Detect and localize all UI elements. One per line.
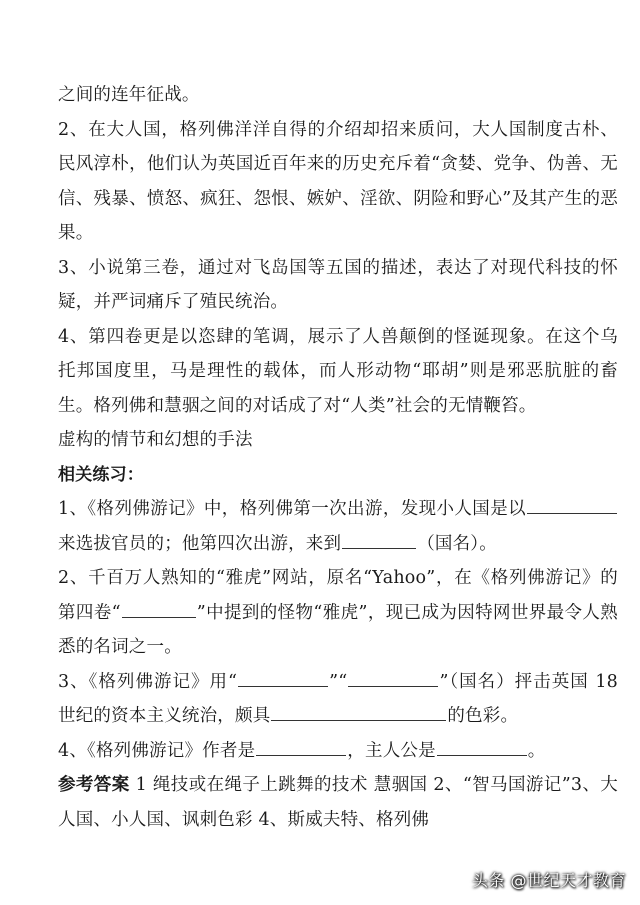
exercise-3-text-b: ”“	[329, 671, 348, 692]
paragraph-continuation: 之间的连年征战。	[58, 85, 200, 105]
exercise-1	[58, 492, 618, 561]
exercise-4	[58, 734, 618, 769]
exercise-3-text-d: 的色彩。	[447, 706, 519, 726]
answer-blank	[271, 700, 446, 721]
exercise-1-text-a: 1、《格列佛游记》中，格列佛第一次出游，发现小人国是以	[58, 499, 526, 519]
exercise-3-text-a: 3、《格列佛游记》用“	[58, 671, 238, 692]
paragraph-technique: 虚构的情节和幻想的手法	[58, 430, 253, 450]
answer-key-label: 参考答案	[58, 775, 130, 795]
answer-blank	[342, 528, 416, 549]
answer-blank	[348, 666, 438, 687]
exercise-4-text-b: ，主人公是	[347, 740, 436, 761]
section-heading: 相关练习：	[58, 464, 144, 485]
paragraph-point-3: 3、小说第三卷，通过对飞岛国等五国的描述，表达了对现代科技的怀疑，并严词痛斥了殖民统治。	[58, 257, 618, 312]
answer-blank	[527, 493, 617, 514]
exercise-3	[58, 665, 618, 734]
exercise-1-text-b: 来选拔官员的；他第四次出游，来到	[58, 533, 342, 554]
answer-blank	[238, 666, 328, 687]
answer-key	[58, 768, 618, 837]
exercise-1-text-c: （国名）。	[417, 533, 497, 554]
exercise-2	[58, 561, 618, 665]
exercise-4-text-c: 。	[527, 740, 546, 761]
paragraph-point-2: 2、在大人国，格列佛洋洋自得的介绍却招来质问，大人国制度古朴、民风淳朴，他们认为英国近百年来的历史充斥着“贪婪、党争、伪善、无信、残暴、愤怒、疯狂、怨恨、嫉妒、淫欲、阴险和野心”及其产生的恶果。	[58, 119, 618, 243]
answer-blank	[122, 597, 196, 618]
exercise-2-text-a: 2、千百万人熟知的“雅虎”网站，原名“Yahoo”，在《格列佛游记》的第四卷“	[58, 568, 618, 623]
exercise-2-text-b: ”中提到的怪物“雅虎”，现已成为因特网世界最令人熟悉的名词之一。	[58, 602, 618, 657]
document-page	[58, 78, 618, 837]
exercise-3-text-c: ”（国名）抨击英国 18 世纪的资本主义统治，颇具	[58, 671, 618, 726]
exercise-4-text-a: 4、《格列佛游记》作者是	[58, 740, 256, 761]
paragraph-point-4: 4、第四卷更是以恣肆的笔调，展示了人兽颠倒的怪诞现象。在这个乌托邦国度里，马是理性的载体，而人形动物“耶胡”则是邪恶肮脏的畜生。格列佛和慧骃之间的对话成了对“人类”社会的无情鞭笞。	[58, 326, 618, 416]
answer-blank	[256, 735, 346, 756]
answer-blank	[437, 735, 527, 756]
answer-key-text: 1 绳技或在绳子上跳舞的技术 慧骃国 2、“智马国游记”3、大人国、小人国、讽刺色彩 4、斯威夫特、格列佛	[58, 775, 618, 830]
source-watermark: 头条 @世纪天才教育	[471, 871, 626, 890]
